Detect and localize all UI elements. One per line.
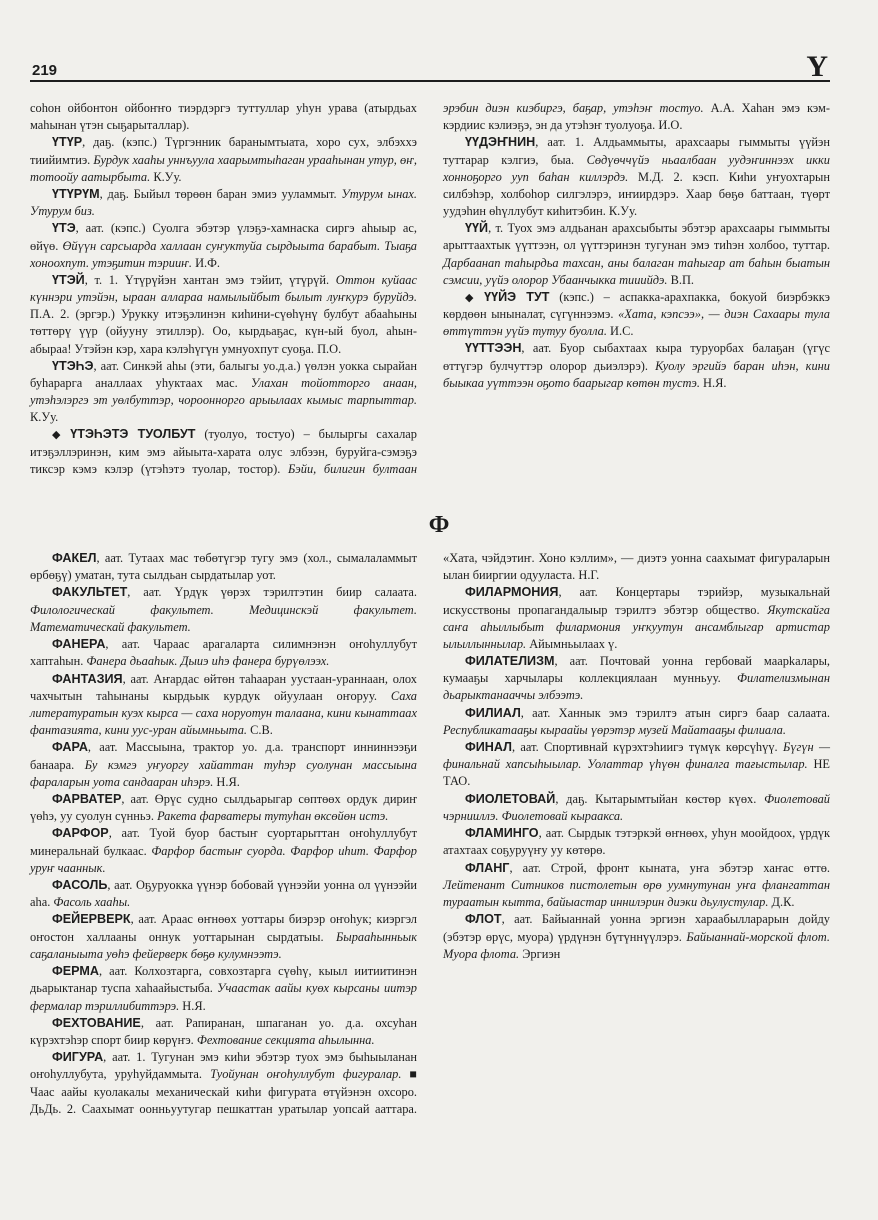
definition: , аат. Тутаах мас төбөтүгэр тугу эмэ (хол., сымалаламмыт өрбөҕү) уматан, тута сылдьан сырдатылар уот.: [30, 551, 417, 583]
dictionary-entry: [30, 739, 417, 791]
example: Бырааһынньык саҕаланыыта уөһэ фейерверк бөҕө кулумнээтэ.: [30, 929, 417, 961]
example: Куолу эргийэ баран иһэн, кини быыкаа уүттээн оҕото баарыгар көтөн тустэ.: [443, 358, 830, 390]
dictionary-entry: [443, 791, 830, 825]
definition: , аат. Ханнык эмэ тэрилтэ атын сиргэ баар салаата.: [520, 705, 830, 720]
source-tail: К.Уу.: [150, 169, 182, 184]
dictionary-entry: [443, 860, 830, 912]
example: Утурум ынах. Утурум биз.: [30, 186, 418, 219]
headword: ФИГУРА: [52, 1050, 104, 1065]
dictionary-entry: [443, 289, 830, 341]
definition: , аат. Массыына, трактор уо. д.а. транспорт инниннээҕи банаара.: [30, 740, 417, 772]
headword: ҮҮЙЭ ТУТ: [484, 289, 550, 304]
dictionary-entry: [30, 825, 417, 877]
source-tail: А.А. Хаһан эмэ кэм-кэрдиис кэлиэҕэ, эн да утэһэҥ туолуоҕа. И.О.: [443, 101, 831, 133]
definition: , даҕ. Кытарымтыйан көстөр күөх.: [555, 791, 765, 806]
example: Сөдүөччүйэ ньаалбаан уудэҥиннээх икки хонноҕорго ууп баһан киллэрдэ.: [443, 152, 830, 184]
headword: ҮТЭЙ: [52, 272, 85, 287]
headword: ФЛАНГ: [465, 860, 510, 875]
source-tail: В.П.: [667, 272, 694, 287]
source-tail: ■ Чаас аайы куолакалы механическай киһи фигурата өтүйэнэн охсоро. ДьДь. 2. Саахымат оонньуутугар пешкаттан уратылар уопсай ааттара. «Хата, чэйдэтиҥ. Хоно кэллим», — диэтэ уонна саахымат фигураларын ылан бииргии одууласта. Н.Г.: [30, 551, 830, 1116]
example: Фиолетовай чэрнииллэ. Фиолетовай кыраакса.: [443, 791, 830, 823]
headword: ҮТҮРҮМ: [52, 186, 100, 201]
definition: , аат. Почтовай уонна гербовай маарkалары, кумааҕы харчылары коллекциялаан мунньуу.: [443, 653, 830, 686]
headword: ФАРФОР: [52, 826, 109, 841]
dictionary-entry: [30, 272, 417, 358]
definition: , аат. Туой буор бастыҥ суортарыттан оҥоһуллубут минеральнай булкаас.: [30, 826, 417, 858]
headword: ҮҮДЭҤНИН: [465, 135, 536, 150]
dictionary-entry: [30, 550, 417, 584]
headword: ҮТҮР: [52, 135, 83, 150]
section-letter: Ф: [428, 512, 450, 538]
definition: , аат. Үрдүк үөрэх тэрилтэтин биир салаата.: [127, 585, 417, 600]
headword: ФИНАЛ: [465, 740, 512, 754]
headword: ФЕЙЕРВЕРК: [52, 912, 131, 927]
dictionary-entry: [30, 134, 417, 186]
dictionary-entry: [30, 1015, 417, 1049]
definition: , аат. Өрүс судно сылдьарыгар сөптөөх ордук дириҥ үөһэ, уу суолун сүнньэ.: [30, 791, 417, 824]
example: «Хата, кэпсээ», — диэн Сахаары тула өттүттэн уүйэ тутуу буолла.: [443, 307, 831, 339]
definition: , аат. Буор сыбахтаах кыра туруорбах балаҕан (үгүс өттүгэр булчуттэр олорор дьиэлэрэ).: [443, 341, 830, 373]
source-tail: Н.Я.: [213, 774, 240, 789]
headword: ҮТЭҺЭ: [52, 358, 94, 373]
dictionary-entry: [443, 705, 830, 739]
headword: ФИЛАТЕЛИЗМ: [465, 653, 555, 668]
example: Филателизмынан дьарыктанааччы элбээтэ.: [443, 671, 830, 703]
dictionary-entry: [30, 186, 417, 220]
example: Якутскайга саҥа аһыллыбыт филармония уҥкуутун ансамблыгар артистар ылыллыннылар.: [443, 602, 830, 651]
dictionary-entry: [30, 671, 417, 740]
headword: ФИОЛЕТОВАЙ: [465, 791, 556, 806]
dictionary-entry: [443, 739, 830, 791]
headword: ФЛАМИНГО: [465, 826, 539, 841]
headword: ҮҮЙ: [465, 221, 489, 236]
source-tail: И.С.: [606, 324, 634, 339]
dictionary-entry: [443, 825, 830, 859]
example: Байыаннай-морской флот. Муора флота.: [443, 929, 830, 961]
dictionary-entry: [443, 134, 830, 220]
dictionary-entry: [30, 911, 417, 963]
definition: , аат. Концертары тэрийэр, музыкальнай искусствоны пропагандалыыр тэрилтэ эбэтэр общество.: [443, 585, 830, 617]
source-tail: П.А. 2. (эргэр.) Урукку итэҕэлинэн киһини-сүөһүнү булбут абааһыны төттөрү үүр (ойууну этиллэр). Оо, кырдьаҕас, күн-ый буол, аһын-абыраа! Утэйэн кэр, хара кэлэһүгүн умнуохпут суоҕа. П.О.: [30, 307, 417, 356]
definition: соһон ойбонтон ойбоҥҥо тиэрдэргэ туттуллар уһун урава (атырдьах маһынан үтэн сыҕарыталлар).: [30, 101, 417, 133]
dictionary-entry: [30, 358, 417, 427]
source-tail: Н.Я.: [179, 998, 206, 1013]
definition: , аат. Сырдык тэтэркэй өҥнөөх, уһун моойдоох, үрдүк атахтаах соҕуруүҥу уу көтөрө.: [443, 826, 830, 858]
example: Фарфор бастыҥ суорда. Фарфор иһит. Фарфор уруҥ чааннык.: [30, 843, 417, 875]
dictionary-entry: [443, 653, 830, 705]
headword: ФАКЕЛ: [52, 551, 97, 565]
dictionary-entry: [443, 220, 830, 289]
source-tail: НЕ ТАО.: [443, 757, 830, 789]
headword: ҮТЭҺЭТЭ ТУОЛБУТ: [70, 427, 196, 442]
headword: ФЕРМА: [52, 964, 99, 979]
definition: , аат. Строй, фронт кыната, уҥа эбэтэр хаҥас өттө.: [509, 860, 830, 875]
definition: , даҕ. (кэпс.) Түргэнник баранымтыата, хоро сух, элбэххэ тиийимтиэ.: [30, 135, 417, 167]
headword: ФАСОЛЬ: [52, 877, 108, 892]
example: Бүгүн — финальнай хапсыһыылар. Уолаттар үһүөн финалга тағыстылар.: [443, 740, 830, 772]
example: Республикатааҕы кыраайы үөрэтэр музей Майатааҕы филиала.: [443, 722, 786, 737]
headword: ФАРВАТЕР: [52, 791, 122, 806]
example: Саха литературатын куэх кырса — саха норуотун талаана, кини кынаттаах фантазията, кини уус-уран айымньыта.: [30, 688, 417, 738]
headword: ФЕХТОВАНИЕ: [52, 1015, 141, 1030]
definition: , т. 1. Үтүрүйэн хантан эмэ тэйит, үтүрүй.: [84, 272, 336, 287]
example: Өйүүн сарсыарда халлаан суҥуктуйа сырдыыта барабыт. Тыаҕа хоноохпут. утэҕитин тэрииҥ.: [30, 238, 417, 270]
dictionary-entry: [30, 791, 417, 825]
definition: , аат. 1. Тугунан эмэ киһи эбэтэр туох эмэ быһыыланан оҥоһуллубута, уруһуйдаммыта.: [30, 1050, 417, 1082]
definition: , аат. Аҥардас өйтөн таһааран уустаан-ураннаан, олох чахчытын таһынаны кырдьык курдук ойуулаан оҥоруу.: [30, 671, 417, 703]
headword: ФЛОТ: [465, 912, 502, 927]
example: Филологическай факультет. Медицинскэй факультет. Математическай факультет.: [30, 602, 417, 634]
example: Фехтование секцията аһылынна.: [196, 1032, 375, 1047]
headword: ФИЛАРМОНИЯ: [465, 585, 559, 600]
diamond-marker-icon: ◆: [52, 429, 67, 442]
source-tail: Айымньылаах ү.: [526, 636, 618, 651]
headword: ҮТЭ: [52, 221, 76, 236]
source-tail: М.Д. 2. кэсп. Киһи уҥуохтарын силбэһэр, холбоһор силгэлэрэ, иҥиирдэрэ. Хаар бөҕө баттаан, түөрт уудэһин өһүллубут киһитэбин. К.Уу.: [443, 169, 830, 218]
source-tail: Д.К.: [768, 895, 795, 910]
definition: , аат. 1. Алдьаммыты, арахсаары гыммыты үүйэн туттарар кэлгиэ, быа.: [443, 135, 830, 167]
dictionary-entry: [30, 963, 417, 1015]
headword: ФАКУЛЬТЕТ: [52, 585, 128, 600]
example: Учаастак аайы куөх кырсаны иитэр фермалар тэриллибиттэрэ.: [30, 981, 417, 1013]
dictionary-entry: [443, 584, 830, 653]
definition: , аат. Синкэй аһы (эти, балыгы уо.д.а.) үөлэн уокка сырайан буһарарга аналлаах уһуктаах мас.: [30, 358, 417, 391]
running-head-letter: Ү: [806, 50, 828, 83]
headword: ФАРА: [52, 740, 88, 755]
example: Улахан тойотторго анаан, утэһэлэргэ эт уөлбуттэр, чороонноргo арыылаах кымыс тарпыттар.: [30, 376, 417, 408]
dictionary-entry: [30, 220, 417, 272]
dictionary-entry: [443, 340, 830, 392]
example: Ракета фарватеры тутуһан өксөйөн истэ.: [157, 809, 389, 824]
source-tail: Эргиэн: [519, 946, 561, 961]
example: Фасоль хааһы.: [53, 895, 131, 910]
definition: , аат. Чараас арагаларта силимнэнэн оҥоһуллубут хаптаһын.: [30, 637, 417, 669]
definition: , аат. Колхозтарга, совхозтарга сүөһү, кыыл иитиитинэн дьарыктанар туспа хаһаайыстыба.: [30, 964, 417, 996]
dictionary-section-bottom: [30, 550, 830, 1140]
definition: , аат. Оҕуруокка үүнэр бобовай үүнээйи уонна ол үүнээйи аһа.: [30, 877, 417, 910]
headword: ФАНЕРА: [52, 637, 106, 652]
definition: , т. Туох эмэ алдьанан арахсыбыты эбэтэр арахсаары гыммыты арыттаахтык үүттээн, ол үүттэринэн тугунан эмэ тиһэн холбоо, туттар.: [443, 221, 830, 253]
definition: , аат. (кэпс.) Суолга эбэтэр үлэҕэ-хамнаска сиргэ аһыыр ас, өйүө.: [30, 221, 417, 253]
source-tail: Н.Я.: [699, 375, 727, 390]
definition: , аат. Байыаннай уонна эргиэн хараабылларарын дойду (эбэтэр өрүс, муора) үрдүнэн бүтүннүүлэрэ.: [443, 912, 830, 944]
example: Лейтенант Ситников пистолетын өрө уумнутунан уҥа флангаттан тураатын кытта, байыастар иннилэрин диэки дьулустулар.: [443, 877, 830, 910]
headword: ҮҮТТЭЭН: [465, 341, 522, 356]
example: Бэйи, билигин бултаан эрэбин диэн киэбиргэ, баҕар, утэһэҥ тостуо.: [287, 101, 704, 476]
definition: (туолуо, тостуо) – былыргы сахалар итэҕэллэринэн, ким эмэ айыыта-харата олус элбээн, буруйга-сэмэҕэ тиксэр кэмэ кэлэр (үтэһэтэ туолар, тостор).: [30, 427, 417, 476]
definition: , аат. Араас өҥнөөх уоттары биэрэр оҥоһук; киэргэл оҥостон халлааны оннук уоттарынан сырдатыы.: [30, 912, 417, 944]
example: Туойунан оҥоһуллубут фигуралар.: [210, 1067, 402, 1082]
definition: , аат. Спортивнай күрэхтэһиигэ түмүк көрсүһүү.: [511, 740, 783, 754]
dictionary-section-top: [30, 100, 830, 500]
example: Дарбаанап таһырдьа тахсан, аны балаган таһыгар ат баһын быатын сэмсии, уүйэ олорор Убаанчыкка тииийдэ.: [443, 255, 830, 287]
diamond-marker-icon: ◆: [465, 291, 481, 304]
dictionary-entry: [443, 911, 830, 963]
headword: ФИЛИАЛ: [465, 705, 521, 720]
definition: , даҕ. Быйыл төрөөн баран эмиэ ууламмыт.: [99, 186, 342, 201]
example: Бу кэмгэ уҥуоргу хайаттан туһэр суолунан массыына фараларын уота сандааран иһэрэ.: [30, 757, 417, 789]
definition: (кэпс.) – аспакка-арахпакка, бокуой биэрбэккэ көрдөөн ыныналат, сүгүннээмэ.: [443, 289, 830, 322]
dictionary-entry: [30, 877, 417, 911]
source-tail: К.Уу.: [30, 410, 59, 425]
page-number: 219: [32, 62, 58, 79]
example: Оттон куйаас күннэри утэйэн, ыраан аллараа намылыйбыт былыт луҥкурэ буруйдэ.: [30, 272, 418, 305]
source-tail: С.В.: [247, 723, 273, 738]
header-rule: [30, 80, 830, 82]
dictionary-entry: [30, 636, 417, 670]
example: Фанера дьааһык. Дыиэ иһэ фанера бурүөлээх.: [86, 654, 330, 669]
dictionary-entry: [30, 584, 417, 636]
page-header: [30, 50, 830, 88]
definition: , аат. Рапиранан, шпаганан уо. д.а. охсуһан күрэхтэһэр спорт биир көрүҥэ.: [30, 1015, 417, 1047]
dictionary-entry: [30, 100, 417, 134]
headword: ФАНТАЗИЯ: [52, 671, 123, 686]
example: Бурдук хааһы уннъуула хаарымтыһаган урааһынан утур, өҥ, тотоойу аатырбыта.: [30, 152, 418, 184]
source-tail: И.Ф.: [191, 255, 220, 270]
